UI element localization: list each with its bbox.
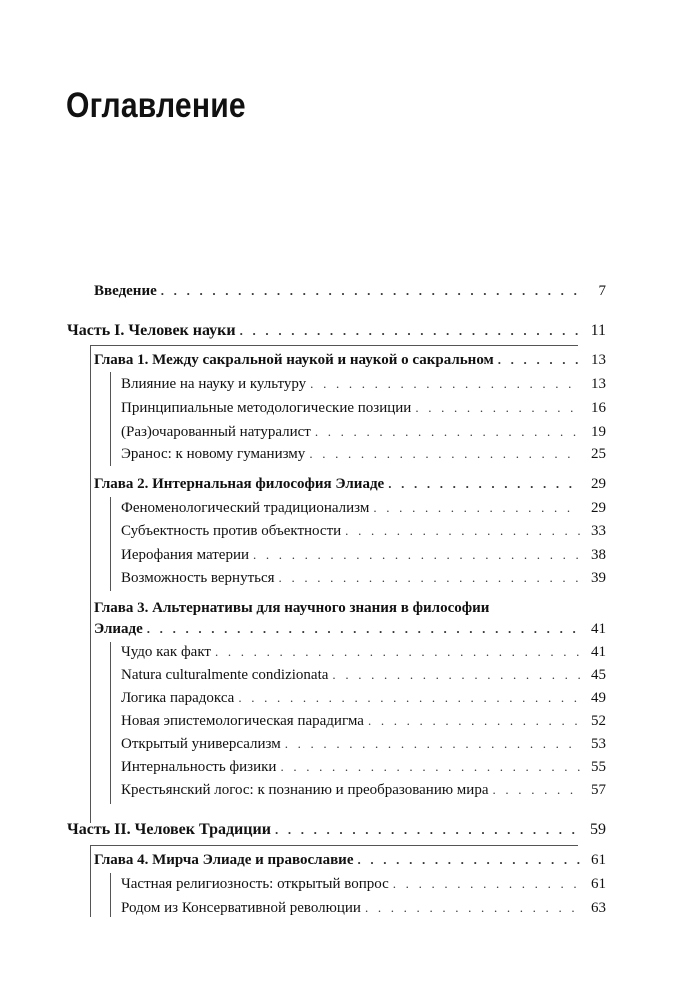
toc-section[interactable]: Крестьянский логос: к познанию и преобразованию мира . . . 57 bbox=[121, 781, 606, 799]
ch4-bracket-line bbox=[110, 873, 111, 917]
toc-part-page: 59 bbox=[590, 821, 606, 838]
ch3-bracket-line bbox=[110, 642, 111, 804]
toc-entry-intro[interactable] bbox=[94, 282, 606, 300]
toc-chapter-3-line1[interactable]: Глава 3. Альтернативы для научного знания в философии bbox=[94, 600, 490, 616]
toc-section[interactable]: Феноменологический традиционализм . . . 29 bbox=[121, 499, 606, 517]
toc-part-label: Часть I. Человек науки bbox=[67, 322, 236, 339]
toc-entry-label: Введение bbox=[94, 283, 157, 299]
part1-bracket-top bbox=[90, 345, 578, 346]
part1-bracket-line bbox=[90, 345, 91, 823]
ch1-bracket-line bbox=[110, 372, 111, 466]
toc-part-label: Часть II. Человек Традиции bbox=[67, 821, 271, 838]
toc-chapter-3[interactable] bbox=[94, 620, 606, 638]
toc-section[interactable]: Natura culturalmente condizionata . . . 45 bbox=[121, 666, 606, 684]
toc-section[interactable]: Иерофания материи . . . 38 bbox=[121, 546, 606, 564]
toc-chapter-label: Глава 2. Интернальная философия Элиаде bbox=[94, 476, 385, 492]
toc-chapter-label: Глава 1. Между сакральной наукой и наукой о сакральном bbox=[94, 352, 494, 368]
toc-chapter-page: 61 bbox=[591, 852, 606, 868]
toc-chapter-page: 13 bbox=[591, 352, 606, 368]
toc-section[interactable]: Открытый универсализм . . . 53 bbox=[121, 735, 606, 753]
toc-section[interactable]: Чудо как факт . . . 41 bbox=[121, 643, 606, 661]
toc-section[interactable]: Частная религиозность: открытый вопрос . . . 61 bbox=[121, 875, 606, 893]
toc-section[interactable]: Возможность вернуться . . . 39 bbox=[121, 569, 606, 587]
toc-part-page: 11 bbox=[590, 322, 606, 339]
toc-chapter-page: 29 bbox=[591, 476, 606, 492]
part2-bracket-line bbox=[90, 845, 91, 917]
toc-section[interactable]: Родом из Консервативной революции . . . 63 bbox=[121, 899, 606, 917]
toc-part-1[interactable] bbox=[67, 322, 606, 340]
toc-section[interactable]: Логика парадокса . . . 49 bbox=[121, 689, 606, 707]
toc-part-2[interactable] bbox=[67, 821, 606, 839]
toc-chapter-1[interactable] bbox=[94, 351, 606, 369]
toc-section[interactable]: (Раз)очарованный натуралист . . . 19 bbox=[121, 423, 606, 441]
toc-chapter-page: 41 bbox=[591, 621, 606, 637]
part2-bracket-top bbox=[90, 845, 578, 846]
toc-section[interactable]: Принципиальные методологические позиции . . . 16 bbox=[121, 399, 606, 417]
toc-chapter-label: Элиаде bbox=[94, 621, 143, 637]
toc-section[interactable]: Новая эпистемологическая парадигма . . . 52 bbox=[121, 712, 606, 730]
ch2-bracket-line bbox=[110, 497, 111, 591]
toc-chapter-2[interactable] bbox=[94, 475, 606, 493]
toc-chapter-4[interactable] bbox=[94, 851, 606, 869]
toc-section[interactable]: Интернальность физики . . . 55 bbox=[121, 758, 606, 776]
toc-section[interactable]: Влияние на науку и культуру . . . 13 bbox=[121, 375, 606, 393]
page-title: Оглавление bbox=[66, 86, 246, 125]
toc-chapter-label: Глава 4. Мирча Элиаде и православие bbox=[94, 852, 354, 868]
toc-section[interactable]: Эранос: к новому гуманизму . . . 25 bbox=[121, 445, 606, 463]
toc-section[interactable]: Субъектность против объектности . . . 33 bbox=[121, 522, 606, 540]
toc-entry-page: 7 bbox=[598, 283, 606, 299]
